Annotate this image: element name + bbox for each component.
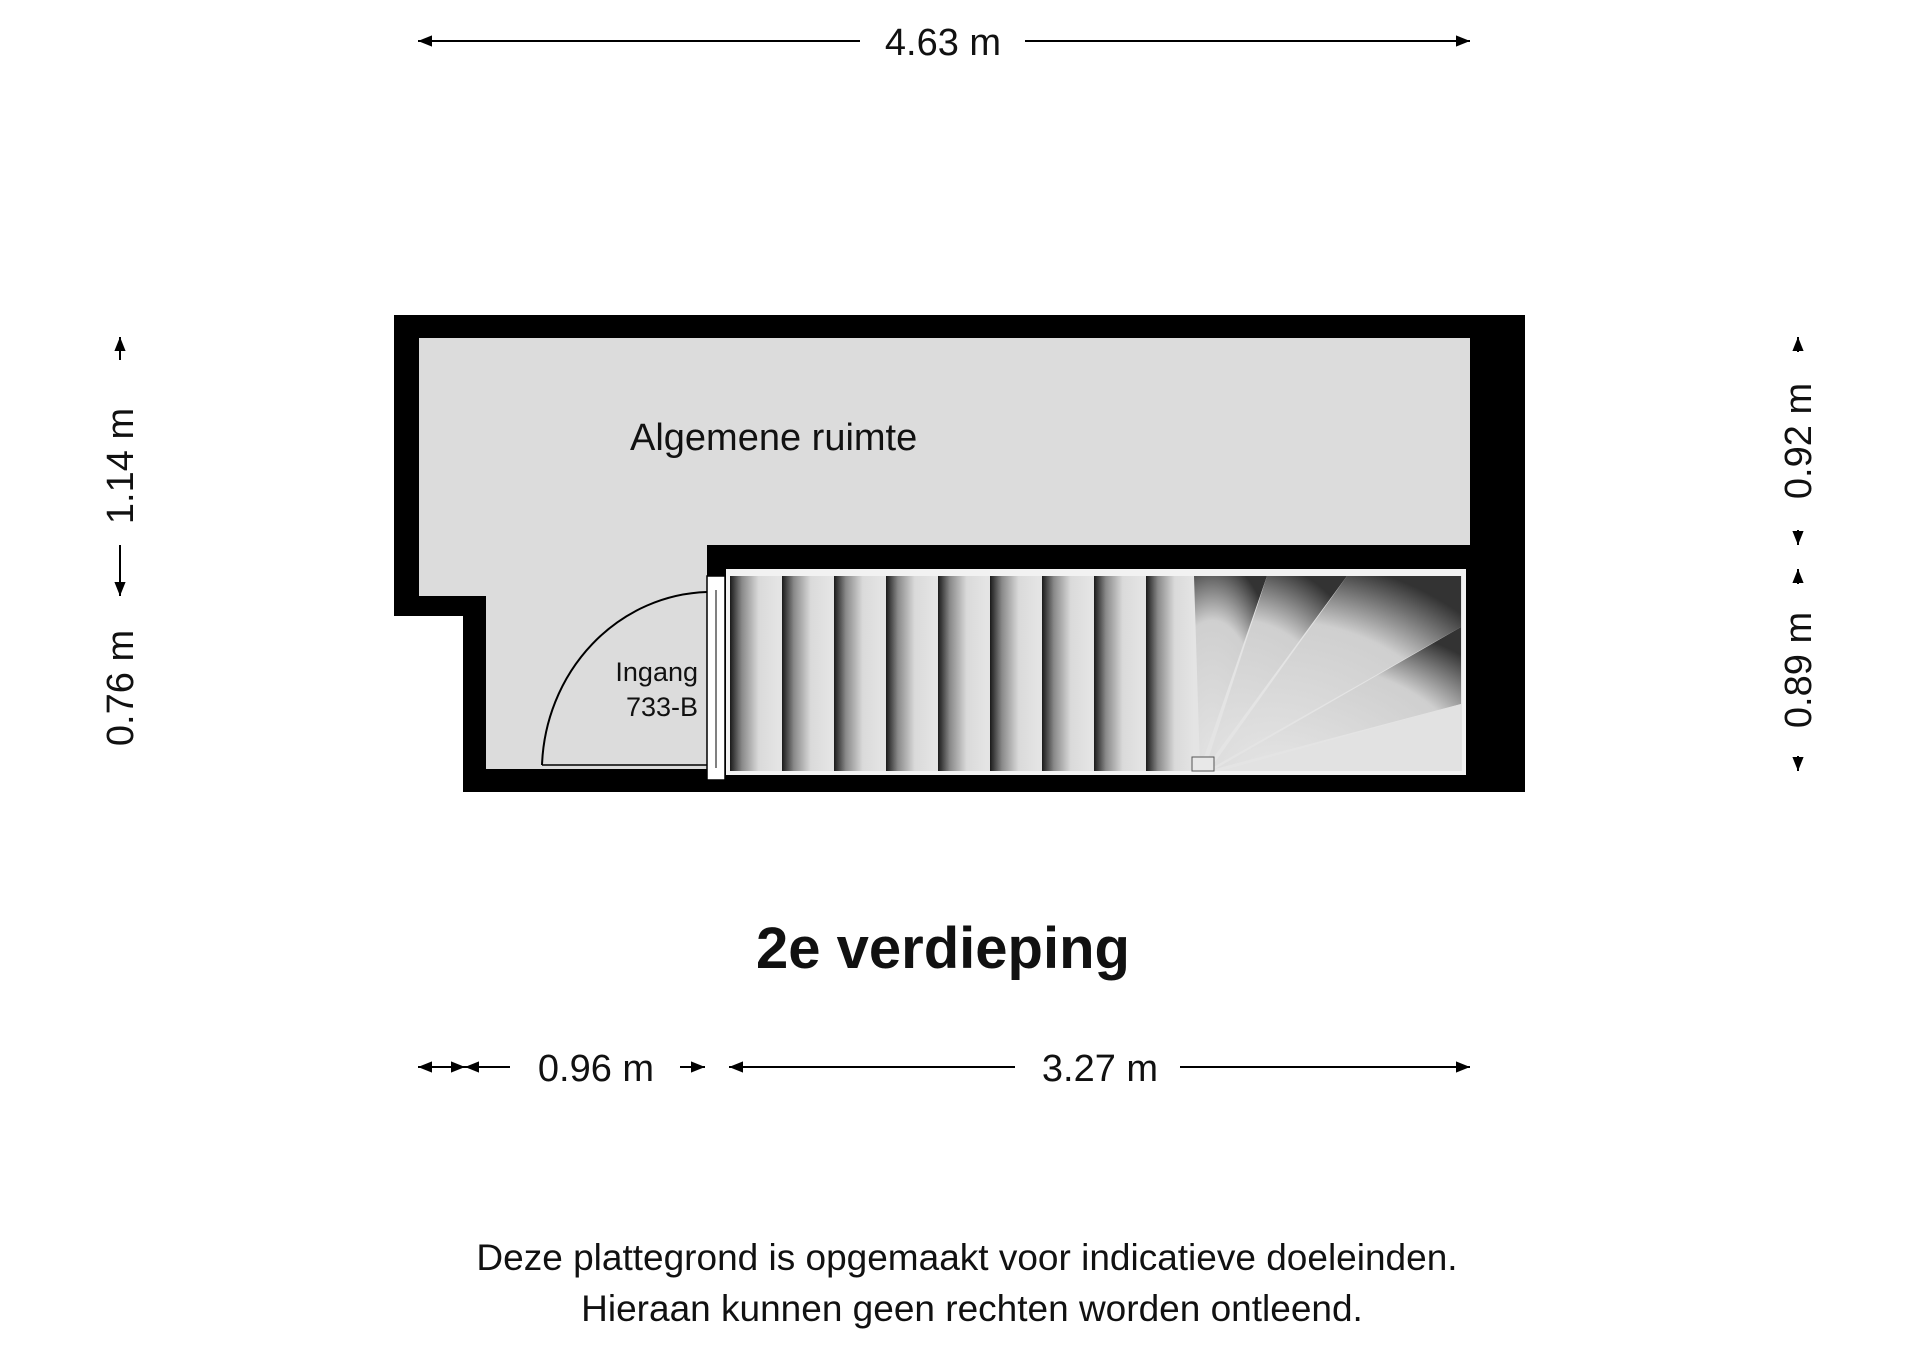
stair-tread	[1146, 576, 1194, 771]
stair-tread	[938, 576, 986, 771]
dimension-label: 3.27 m	[1041, 1048, 1159, 1090]
staircase	[726, 569, 1466, 775]
dimension-label: 0.76 m	[100, 629, 142, 747]
dimension-bottom-right	[729, 1048, 1470, 1090]
disclaimer-line-2: Hieraan kunnen geen rechten worden ontleend.	[581, 1288, 1363, 1329]
stair-tread	[886, 576, 934, 771]
stair-tread	[1042, 576, 1090, 771]
dimension-left-upper	[100, 337, 142, 596]
stair-tread	[782, 576, 830, 771]
dimension-label: 0.89 m	[1778, 611, 1820, 729]
room-label-entrance-2: 733-B	[625, 692, 698, 722]
disclaimer-line-1: Deze plattegrond is opgemaakt voor indicatieve doeleinden.	[476, 1237, 1458, 1278]
dimension-right-lower	[1778, 569, 1820, 771]
floor-title: 2e verdieping	[756, 916, 1130, 981]
winder-steps	[1192, 576, 1461, 771]
stair-tread	[834, 576, 882, 771]
room-label-entrance-1: Ingang	[615, 657, 698, 687]
dimension-top-total	[418, 22, 1470, 64]
room-label-main: Algemene ruimte	[630, 417, 918, 459]
stair-tread	[1094, 576, 1142, 771]
dimension-right-upper	[1778, 337, 1820, 545]
dimension-label: 1.14 m	[100, 407, 142, 525]
dimension-label: 0.96 m	[537, 1048, 655, 1090]
dimension-label: 4.63 m	[884, 22, 1002, 64]
stair-tread	[990, 576, 1038, 771]
dimension-left-lower	[100, 630, 142, 746]
dimension-bottom-left	[418, 1048, 705, 1090]
dimension-label: 0.92 m	[1778, 382, 1820, 500]
stair-tread	[730, 576, 778, 771]
